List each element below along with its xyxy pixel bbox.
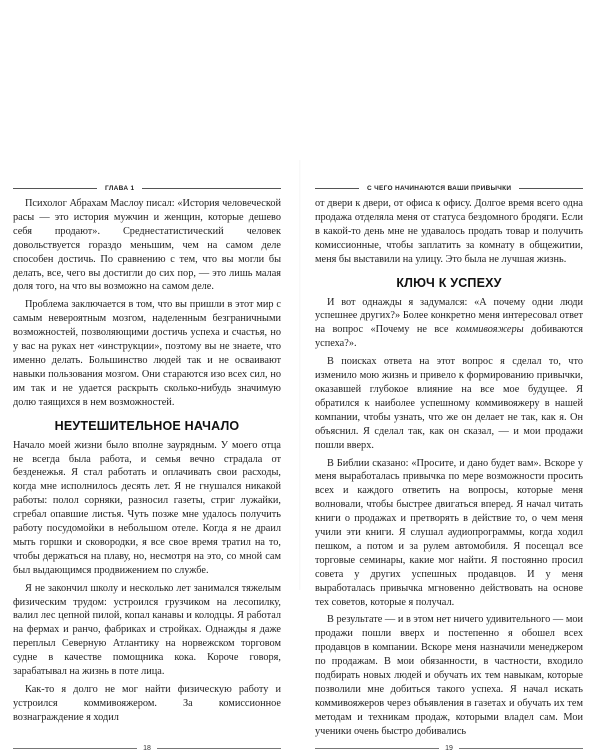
section-heading: НЕУТЕШИТЕЛЬНОЕ НАЧАЛО [54,418,240,433]
paragraph: Я не закончил школу и несколько лет занимался тяжелым физическим трудом: устроился грузчиком на лесопилку, валил лес цепной пилой, копал канавы и колодцы. Я работал на фермах и ранчо, фабриках и стройках. Однажды я даже переплыл Северную Атлантику на норвежском торговом судне в качестве помощника кока. Короче говоря, зарабатывал на жизнь в поте лица. [13,582,281,678]
left-body-text [13,197,281,725]
gutter-shadow [299,160,301,590]
folio-rule [13,748,137,749]
right-running-head [315,183,583,193]
right-running-head-text: С ЧЕГО НАЧИНАЮТСЯ ВАШИ ПРИВЫЧКИ [367,184,512,192]
paragraph: В Библии сказано: «Просите, и дано будет вам». Вскоре у меня выработалась привычка по мере возможности просить всех и каждого ответить на вопросы, которые меня волновали, чтобы быстрее двигаться вперед. Я начал читать книги о продажах и претворять в действие то, о чем меня учили эти книги. Я слушал аудиопрограммы, когда ходил пешком, а потом и за рулем автомобиля. Я посещал все торговые семинары, какие мог найти. Я постоянно просил совета у других успешных продавцов. И у меня выработалась привычка мгновенно действовать на основе тех советов, которые я получал. [315,457,583,608]
running-head-rule [142,188,281,189]
right-folio [315,745,583,752]
page-number: 18 [143,745,151,752]
paragraph: Проблема заключается в том, что вы пришли в этот мир с самым невероятным мозгом, наделенным безграничными возможностей, позволяющими достичь успеха и счастья, но у вас на руках нет «инструкции», поэтому вы не знаете, что именно делать. Большинство людей так и не осваивают навыки пользования мозгом. Они стараются изо всех сил, но им так и не удается раскрыть сколько-нибудь значимую долю таящихся в нем возможностей. [13,299,281,408]
text-run: добиваются успеха?». [315,324,584,350]
running-head-rule [13,188,97,189]
paragraph: В результате — и в этом нет ничего удивительного — мои продажи пошли вверх и постепенно я обошел всех продавцов в компании. Вскоре меня назначили менеджером по продажам. В мои обязанности, в частности, входило подбирать новых людей и обучать их тем навыкам, которые позволили мне добиться такого успеха. Я начал искать коммивояжеров через объявления в газетах и обучать их тем методам и техникам продаж, которыми владел сам. Мои ученики очень быстро добивались [315,614,583,737]
running-head-rule [315,188,359,189]
section-heading: КЛЮЧ К УСПЕХУ [396,275,502,290]
left-running-head-text: ГЛАВА 1 [105,184,135,192]
emphasis-text: коммивояжеры [455,324,524,336]
paragraph: Как-то я долго не мог найти физическую работу и устроился коммивояжером. За комиссионное вознаграждение я ходил [13,684,281,723]
left-running-head [13,183,281,193]
text-run: И вот однажды я задумался: «А почему одни люди успешнее других?» Более конкретно меня интересовал ответ на вопрос «Почему не все [315,296,583,336]
paragraph: Психолог Абрахам Маслоу писал: «История человеческой расы — это история мужчин и женщин, которые дешево себя продают». Среднестатистический человек довольствуется гораздо меньшим, чем на самом деле способен достичь. По сравнению с тем, что вы могли бы делать, все, чего вы достигли до сих пор, — это лишь малая доля того, на что вы возможно на самом деле. [13,198,281,293]
paragraph: от двери к двери, от офиса к офису. Долгое время всего одна продажа отделяла меня от статуса бездомного бродяги. Если в какой-то день мне не удавалось продать товар и получить комиссионные, чтобы заплатить за комнату в общежитии, меня бы выставили на улицу. Это была не лучшая жизнь. [315,198,583,265]
paragraph: В поисках ответа на этот вопрос я сделал то, что изменило мою жизнь и привело к формированию привычки, оказавшей глубокое влияние на все мое будущее. Я обратился к наиболее успешному коммивояжеру в нашей компании, чтобы узнать, что же он делает не так, как я. Он объяснил. Я сделал так, как он сказал, — и мои продажи пошли вверх. [315,356,583,451]
right-body-text [315,197,583,739]
folio-rule [315,748,439,749]
paragraph: Начало моей жизни было вполне заурядным. У моего отца не всегда была работа, и семья вечно страдала от безденежья. Я стал работать и оплачивать свои расходы, когда мне исполнилось десять лет. Я не гнушался никакой работы: полол сорняки, разносил газеты, стриг лужайки, сгребал опавшие листья. Чуть позже мне удалось получить работу посудомойки в небольшом отеле. Когда я не драил мыть горшки и сковородки, я все свое время тратил на то, чтобы держаться на плаву, но, несмотря на это, со мной сам был выдающимся продвижением по службе. [13,439,281,576]
left-page [13,183,281,752]
folio-rule [459,748,583,749]
right-page [315,183,584,752]
page-number: 19 [445,745,453,752]
paragraph [315,296,583,352]
left-folio [13,745,281,752]
running-head-rule [519,188,583,189]
folio-rule [157,748,281,749]
